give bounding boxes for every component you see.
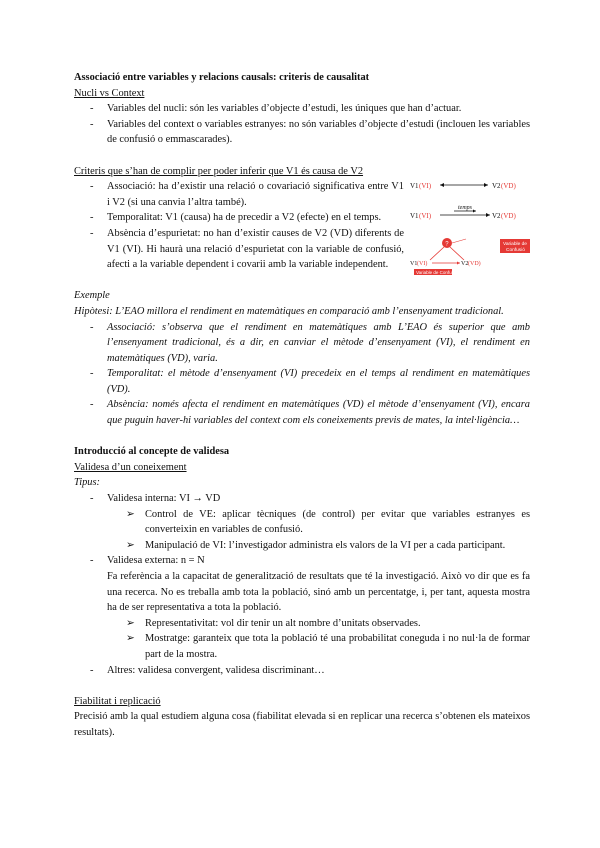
svg-text:V1: V1 <box>410 261 418 268</box>
svg-text:(VD): (VD) <box>468 261 481 268</box>
svg-text:(VI): (VI) <box>417 261 428 268</box>
document-page <box>74 70 530 741</box>
sub-list-item: ➢ Control de VE: aplicar tècniques (de control) per evitar que variables estranyes es converteixin en variables de confusió. <box>126 508 530 536</box>
sub-list-item: ➢ Mostratge: garanteix que tota la població té una probabilitat coneguda i no nul·la de formar part de la mostra. <box>126 633 530 660</box>
svg-text:V2: V2 <box>492 212 501 221</box>
list-item: - Validesa interna: VI → VD <box>90 493 221 505</box>
list-item: - Temporalitat: el mètode d’ensenyament (VI) precedeix en el temps al rendiment en matemàtiques (VD). <box>90 368 530 395</box>
svg-text:V1: V1 <box>410 182 419 191</box>
temporality-diagram <box>410 203 530 221</box>
subtitle-validity: Validesa d’un coneixement <box>74 461 187 473</box>
subtitle-reliability: Fiabilitat i replicació <box>74 695 161 707</box>
external-validity-text: Fa referència a la capacitat de generalització de resultats que té la investigació. Això vo dir que es fa una recerca. No es treballa amb tota la població, sinó amb un percentatge, i, per tant, aquesta mostra ha de ser representativa a tota la població. <box>107 571 530 614</box>
association-diagram <box>410 178 530 192</box>
section-title-validity: Introducció al concepte de validesa <box>74 446 230 458</box>
list-item: - Temporalitat: V1 (causa) ha de precedir a V2 (efecte) en el temps. <box>90 212 382 224</box>
svg-text:(VI): (VI) <box>419 212 432 221</box>
list-item: - Validesa externa: n = N <box>90 555 205 567</box>
svg-text:Variable de Confusió: Variable de Confusió <box>416 270 458 276</box>
svg-text:(VD): (VD) <box>501 212 516 221</box>
list-item: - Altres: validesa convergent, validesa discriminant… <box>90 664 325 676</box>
list-item: - Associació: ha d’existir una relació o covariació significativa entre V1 i V2 (si una canvia l’altra també). <box>90 181 404 208</box>
svg-text:(VI): (VI) <box>419 182 432 191</box>
example-hypothesis: Hipòtesi: L’EAO millora el rendiment en matemàtiques en comparació amb l’ensenyament tradicional. <box>74 305 504 317</box>
svg-text:V1: V1 <box>410 212 419 221</box>
sub-list-item: ➢ Manipulació de VI: l’investigador administra els valors de la VI per a cada participant. <box>126 539 506 551</box>
sub-list-item: ➢ Representativitat: vol dir tenir un alt nombre d’unitats observades. <box>126 617 421 629</box>
list-item: - Associació: s’observa que el rendiment en matemàtiques amb L’EAO és superior que amb l’ensenyament tradicional, és a dir, en canviar el mètode d’ensenyament (VI), el rendiment en matemàtiques (VD), varia. <box>90 321 530 364</box>
list-item: - Variables del context o variables estranyes: no són variables d’objecte d’estudi (inclouen les variables de confusió o emmascarades). <box>90 118 530 146</box>
svg-text:Variable de: Variable de <box>503 242 527 248</box>
svg-text:Confusió: Confusió <box>506 248 525 254</box>
list-item: - Absència d’espurietat: no han d’existir causes de V2 (VD) diferents de V1 (VI). Hi haurà una relació d’espurietat con la variable de confusió, afecti a la variable dependent i covarii amb la variable independent. <box>90 227 404 271</box>
example-title: Exemple <box>74 290 110 302</box>
reliability-text: Precisió amb la qual estudiem alguna cosa (fiabilitat elevada si en replicar una recerca s’obtenen els mateixos resultats). <box>74 711 530 738</box>
spuriousness-diagram <box>410 237 530 277</box>
list-item: - Absència: només afecta el rendiment en matemàtiques (VD) el mètode d’ensenyament (VI), encara que puguin haver-hi variables del context com els coneixements previs de mates, la intel·ligència… <box>90 399 530 427</box>
svg-text:V2: V2 <box>492 182 501 191</box>
svg-text:temps: temps <box>458 205 472 212</box>
list-item: - Variables del nucli: són les variables d’objecte d’estudi, les úniques que han d’actuar. <box>90 103 462 115</box>
subtitle-criteria: Criteris que s’han de complir per poder inferir que V1 és causa de V2 <box>74 165 364 177</box>
section-title-causality: Associació entre variables y relacions causals: criteris de causalitat <box>74 72 370 83</box>
svg-text:V2: V2 <box>461 261 469 268</box>
subtitle-nucleus-context: Nucli vs Context <box>74 87 145 99</box>
svg-text:?: ? <box>445 241 449 248</box>
svg-text:(VD): (VD) <box>501 182 516 191</box>
types-label: Tipus: <box>74 477 100 489</box>
